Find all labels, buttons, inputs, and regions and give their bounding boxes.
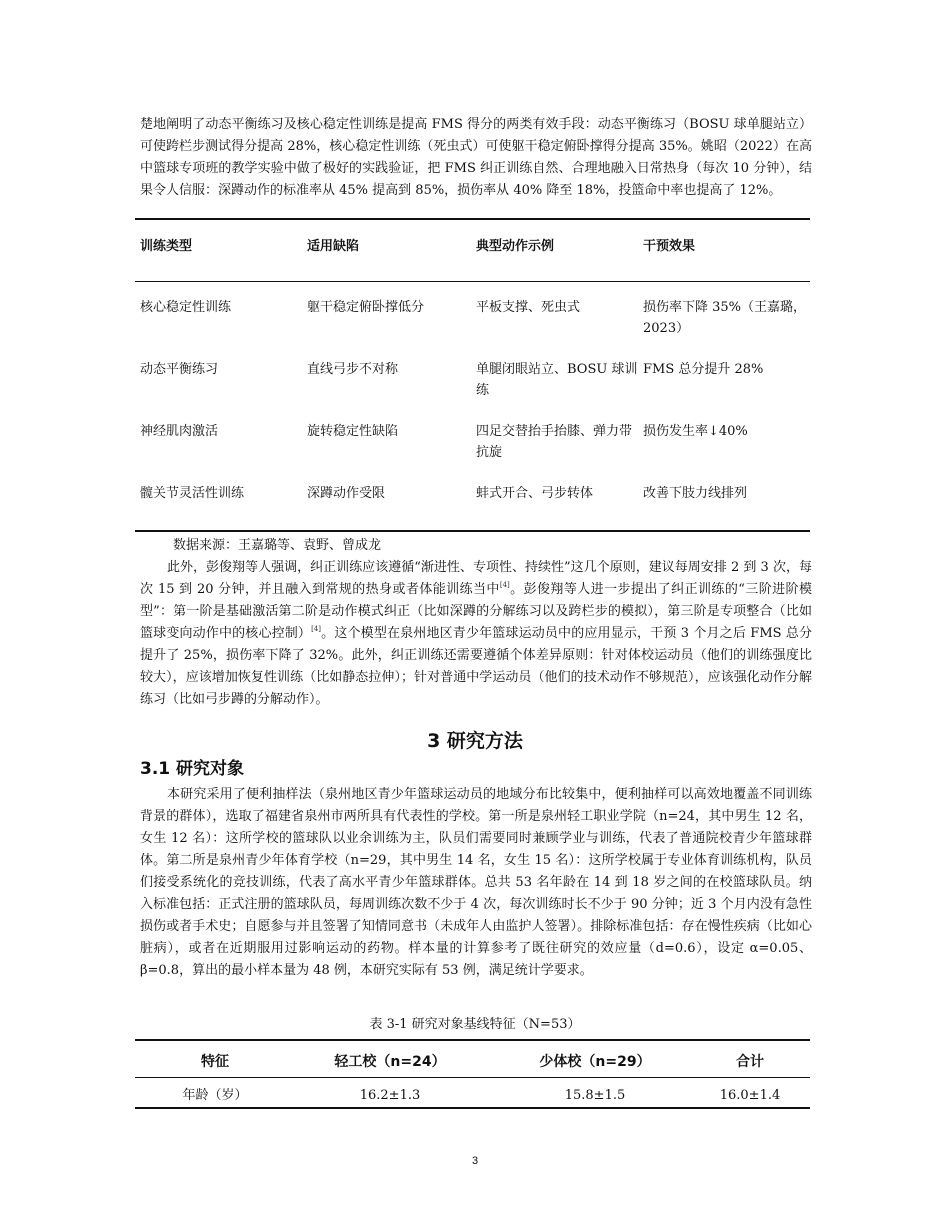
table-header-cell: 轻工校（n=24） [334,1054,446,1070]
intro-paragraph: 楚地阐明了动态平衡练习及核心稳定性训练是提高 FMS 得分的两类有效手段：动态平衡练习（BOSU 球单腿站立）可使跨栏步测试得分提高 28%，核心稳定性训练（死虫式）可使躯干稳定俯卧撑得分提高 35%。姚昭（2022）在高中篮球专项班的教学实验中做了极好的实践验证，把 FMS 纠正训练自然、合理地融入日常热身（每次 10 分钟），结果令人信服：深蹲动作的标准率从 45% 提高到 85%，损伤率从 40% 降至 18%，投篮命中率也提高了 12%。 [140,117,812,198]
table-header-cell: 训练类型 [140,239,193,254]
subsection-heading: 3.1 研究对象 [140,759,245,779]
table-cell: 四足交替抬手抬膝、弹力带抗旋 [476,424,633,460]
table-top-rule [135,218,810,220]
paragraph-text: 。彭俊翔等人进一步提出了纠正训练的“三阶进阶模型”：第一阶是基础激活第二阶是动作模式纠正（比如深蹲的分解练习以及跨栏步的模拟），第三阶是专项整合（比如篮球变向动作中的核心控制） [140,582,812,641]
paragraph-text: 。这个模型在泉州地区青少年篮球运动员中的应用显示，干预 3 个月之后 FMS 总分提升了 25%，损伤率下降了 32%。此外，纠正训练还需要遵循个体差异原则：针对体校运动员（他们的训练强度比较大），应该增加恢复性训练（比如静态拉伸）；针对普通中学运动员（他们的技术动作不够规范），应该强化动作分解练习（比如弓步蹲的分解动作）。 [140,626,812,707]
table-cell: 核心稳定性训练 [140,300,232,315]
citation-marker: [4] [499,581,510,589]
page-number: 3 [471,1155,479,1167]
table-cell: 髋关节灵活性训练 [140,486,245,501]
table-bottom-rule [135,530,810,532]
table-top-rule [135,1039,810,1041]
data-source-note: 数据来源：王嘉璐等、袁野、曾成龙 [173,538,382,553]
table-header-cell: 干预效果 [643,239,696,254]
table-cell: 单腿闭眼站立、BOSU 球训练 [476,362,638,398]
table-cell: 神经肌肉激活 [140,424,219,439]
table-cell: 旋转稳定性缺陷 [307,424,399,439]
table-bottom-rule [135,1107,810,1109]
table-cell: 15.8±1.5 [564,1088,626,1103]
table-cell: FMS 总分提升 28% [643,362,764,377]
section-heading: 3 研究方法 [427,730,523,752]
table-cell: 蚌式开合、弓步转体 [476,486,594,501]
table-cell: 平板支撑、死虫式 [476,300,581,315]
table-cell: 年龄（岁） [182,1088,248,1103]
paragraph-text: 此外，彭俊翔等人强调，纠正训练应该遵循“渐进性、专项性、持续性”这几个原则，建议每周安排 2 到 3 次，每次 15 到 20 分钟，并且融入到常规的热身或者体能训练当中 [140,560,812,597]
table-header-cell: 特征 [201,1054,229,1070]
table-cell: 直线弓步不对称 [307,362,399,377]
table-caption: 表 3-1 研究对象基线特征（N=53） [369,1017,581,1032]
table-header-rule [135,281,810,282]
table-cell: 改善下肢力线排列 [643,486,748,501]
table-cell: 损伤率下降 35%（王嘉璐，2023） [643,300,807,336]
table-header-cell: 少体校（n=29） [539,1054,651,1070]
body-paragraph [140,557,812,711]
table-cell: 动态平衡练习 [140,362,219,377]
table-header-cell: 典型动作示例 [476,239,555,254]
table-cell: 损伤发生率↓40% [643,424,748,439]
table-header-rule [135,1077,810,1078]
citation-marker: [4] [311,625,322,633]
table-header-cell: 合计 [736,1054,764,1070]
table-cell: 躯干稳定俯卧撑低分 [307,300,425,315]
table-cell: 16.2±1.3 [359,1088,421,1103]
table-cell: 16.0±1.4 [719,1088,781,1103]
body-paragraph: 本研究采用了便利抽样法（泉州地区青少年篮球运动员的地域分布比较集中，便利抽样可以高效地覆盖不同训练背景的群体），选取了福建省泉州市两所具有代表性的学校。第一所是泉州轻工职业学院（n=24，其中男生 12 名，女生 12 名）：这所学校的篮球队以业余训练为主，队员们需要同时兼顾学业与训练，代表了普通院校青少年篮球群体。第二所是泉州青少年体育学校（n=29，其中男生 14 名，女生 15 名）：这所学校属于专业体育训练机构，队员们接受系统化的竞技训练，代表了高水平青少年篮球群体。总共 53 名年龄在 14 到 18 岁之间的在校篮球队员。纳入标准包括：正式注册的篮球队员，每周训练次数不少于 4 次，每次训练时长不少于 90 分钟；近 3 个月内没有急性损伤或者手术史；自愿参与并且签署了知情同意书（未成年人由监护人签署）。排除标准包括：存在慢性疾病（比如心脏病），或者在近期服用过影响运动的药物。样本量的计算参考了既往研究的效应量（d=0.6），设定 α=0.05、β=0.8，算出的最小样本量为 48 例，本研究实际有 53 例，满足统计学要求。 [140,787,812,978]
table-header-cell: 适用缺陷 [307,239,360,254]
table-cell: 深蹲动作受限 [307,486,386,501]
